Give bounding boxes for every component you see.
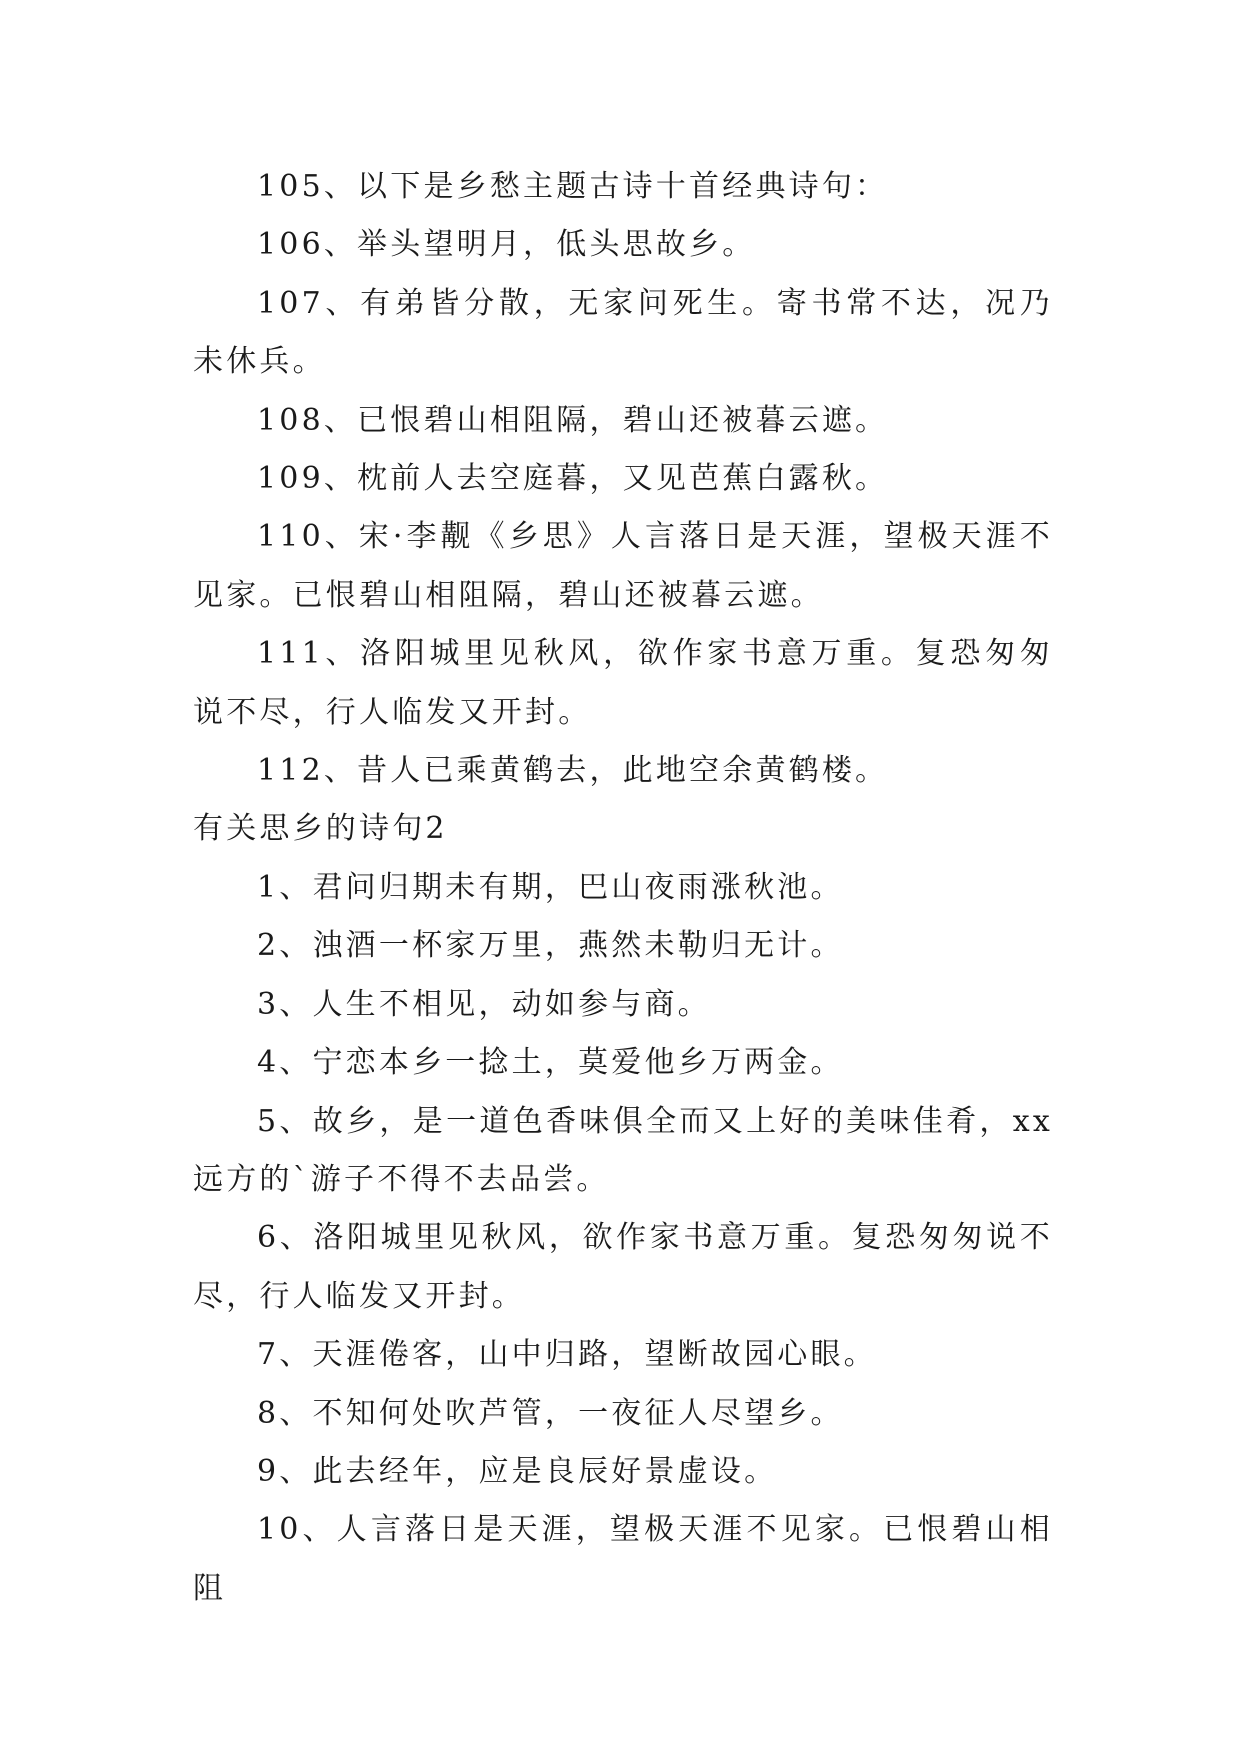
document-body xyxy=(193,158,1053,1618)
paragraph-110: 110、宋·李觏《乡思》人言落日是天涯，望极天涯不见家。已恨碧山相阻隔，碧山还被暮云遮。 xyxy=(193,519,1053,613)
paragraph-108: 108、已恨碧山相阻隔，碧山还被暮云遮。 xyxy=(257,402,889,438)
paragraph-111: 111、洛阳城里见秋风，欲作家书意万重。复恐匆匆说不尽，行人临发又开封。 xyxy=(193,636,1053,730)
paragraph-107: 107、有弟皆分散，无家问死生。寄书常不达，况乃未休兵。 xyxy=(193,285,1053,380)
list-item: 5、故乡，是一道色香味俱全而又上好的美味佳肴，xx远方的`游子不得不去品尝。 xyxy=(193,1103,1053,1197)
list-item: 4、宁恋本乡一捻土，莫爱他乡万两金。 xyxy=(257,1045,844,1081)
paragraph-112: 112、昔人已乘黄鹤去，此地空余黄鹤楼。 xyxy=(257,753,889,789)
list-item: 9、此去经年，应是良辰好景虚设。 xyxy=(257,1453,778,1489)
list-item: 10、人言落日是天涯，望极天涯不见家。已恨碧山相阻 xyxy=(193,1512,1053,1606)
list-item: 3、人生不相见，动如参与商。 xyxy=(257,986,711,1022)
paragraph-105: 105、以下是乡愁主题古诗十首经典诗句： xyxy=(257,169,889,204)
list-item: 6、洛阳城里见秋风，欲作家书意万重。复恐匆匆说不尽，行人临发又开封。 xyxy=(193,1220,1053,1314)
list-item: 8、不知何处吹芦管，一夜征人尽望乡。 xyxy=(257,1395,844,1431)
list-item: 7、天涯倦客，山中归路，望断故园心眼。 xyxy=(257,1337,877,1373)
list-item: 1、君问归期未有期，巴山夜雨涨秋池。 xyxy=(257,869,844,905)
paragraph-109: 109、枕前人去空庭暮，又见芭蕉白露秋。 xyxy=(257,461,889,497)
list-item: 2、浊酒一杯家万里，燕然未勒归无计。 xyxy=(257,928,844,964)
paragraph-106: 106、举头望明月，低头思故乡。 xyxy=(257,227,756,263)
section-heading: 有关思乡的诗句2 xyxy=(193,811,448,847)
